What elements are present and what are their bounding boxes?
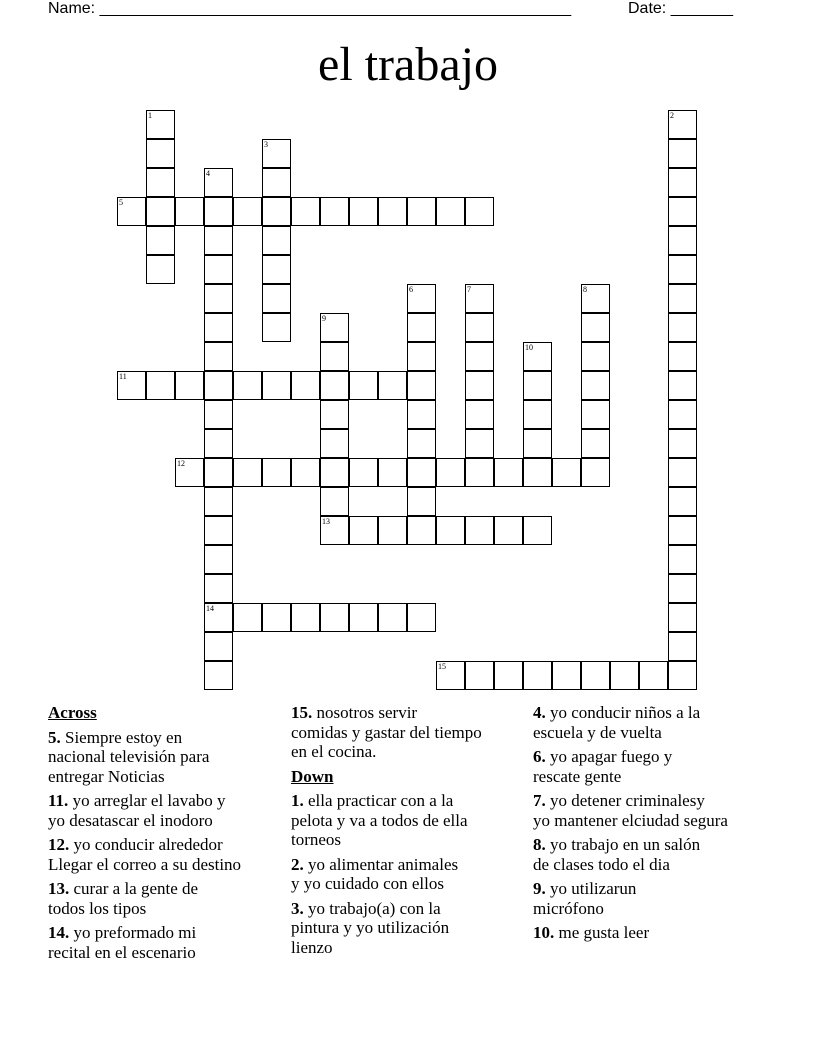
across-clue-list-continued <box>291 703 482 762</box>
grid-cell[interactable] <box>581 400 610 429</box>
clue-item <box>533 879 728 918</box>
grid-cell[interactable] <box>523 429 552 458</box>
clue-line: 2. yo alimentar animales <box>291 854 459 874</box>
grid-cell[interactable] <box>668 603 697 632</box>
clue-number: 7 <box>467 285 471 294</box>
grid-cell[interactable] <box>407 400 436 429</box>
grid-cell[interactable] <box>233 458 262 487</box>
grid-cell[interactable] <box>523 342 552 371</box>
clue-item <box>291 791 482 850</box>
grid-cell[interactable] <box>204 632 233 661</box>
grid-cell[interactable] <box>523 516 552 545</box>
grid-cell[interactable] <box>204 255 233 284</box>
clue-number: 7. <box>533 791 546 810</box>
clue-line: nacional televisión para <box>48 747 210 766</box>
clue-number: 12. <box>48 835 70 854</box>
page-title: el trabajo <box>318 38 498 91</box>
grid-cell[interactable] <box>668 487 697 516</box>
grid-cell[interactable] <box>204 574 233 603</box>
clue-line: micrófono <box>533 898 604 918</box>
grid-cell[interactable] <box>262 313 291 342</box>
grid-cell[interactable] <box>668 255 697 284</box>
grid-cell[interactable] <box>262 255 291 284</box>
grid-cell[interactable] <box>407 284 436 313</box>
grid-cell[interactable] <box>494 661 523 690</box>
across-clue-list <box>48 728 241 963</box>
name-field[interactable]: Name: _____________________________________________________ <box>48 0 572 17</box>
clue-number: 11. <box>48 791 69 810</box>
clue-number: 12 <box>177 459 185 468</box>
grid-cell[interactable] <box>465 342 494 371</box>
clue-line: 4. yo conducir niños a la <box>533 703 701 722</box>
clue-number: 15. <box>291 703 313 722</box>
grid-cell[interactable] <box>407 371 436 400</box>
grid-cell[interactable] <box>146 255 175 284</box>
grid-cell[interactable] <box>349 458 378 487</box>
clue-item <box>48 923 241 962</box>
grid-cell[interactable] <box>204 168 233 197</box>
grid-cell[interactable] <box>523 661 552 690</box>
grid-cell[interactable] <box>668 139 697 168</box>
grid-cell[interactable] <box>204 661 233 690</box>
grid-cell[interactable] <box>581 342 610 371</box>
grid-cell[interactable] <box>233 197 262 226</box>
clue-item <box>291 899 482 958</box>
clue-number: 11 <box>119 372 127 381</box>
grid-cell[interactable] <box>146 168 175 197</box>
clue-number: 13 <box>322 517 330 526</box>
clue-number: 4. <box>533 703 546 722</box>
grid-cell[interactable] <box>233 371 262 400</box>
clue-line: comidas y gastar del tiempo <box>291 722 482 742</box>
grid-cell[interactable] <box>204 284 233 313</box>
grid-cell[interactable] <box>407 516 436 545</box>
grid-cell[interactable] <box>465 400 494 429</box>
grid-cell[interactable] <box>465 458 494 487</box>
grid-cell[interactable] <box>320 371 349 400</box>
clue-number: 6. <box>533 747 546 766</box>
clue-number: 8 <box>583 285 587 294</box>
grid-cell[interactable] <box>204 197 233 226</box>
grid-cell[interactable] <box>320 313 349 342</box>
grid-cell[interactable] <box>581 429 610 458</box>
grid-cell[interactable] <box>668 574 697 603</box>
grid-cell[interactable] <box>668 371 697 400</box>
clue-number: 14 <box>206 604 214 613</box>
grid-cell[interactable] <box>262 168 291 197</box>
grid-cell[interactable] <box>668 226 697 255</box>
grid-cell[interactable] <box>581 284 610 313</box>
grid-cell[interactable] <box>465 371 494 400</box>
clue-line: 8. yo trabajo en un salón <box>533 835 701 854</box>
grid-cell[interactable] <box>407 342 436 371</box>
grid-cell[interactable] <box>465 661 494 690</box>
clue-number: 10 <box>525 343 533 352</box>
grid-cell[interactable] <box>378 197 407 226</box>
clue-number: 2. <box>291 854 304 874</box>
grid-cell[interactable] <box>581 371 610 400</box>
clues-column-3 <box>533 703 728 948</box>
clue-item <box>533 747 728 786</box>
grid-cell[interactable] <box>204 400 233 429</box>
clue-item <box>48 791 241 830</box>
grid-cell[interactable] <box>204 371 233 400</box>
clue-number: 13. <box>48 879 70 898</box>
grid-cell[interactable] <box>204 429 233 458</box>
grid-cell[interactable] <box>523 400 552 429</box>
grid-cell[interactable] <box>668 197 697 226</box>
clue-number: 1 <box>148 111 152 120</box>
grid-cell[interactable] <box>262 603 291 632</box>
grid-cell[interactable] <box>320 429 349 458</box>
date-field[interactable]: Date: _______ <box>628 0 733 17</box>
clue-number: 8. <box>533 835 546 854</box>
grid-cell[interactable] <box>436 661 465 690</box>
clue-line: 3. yo trabajo(a) con la <box>291 898 441 918</box>
clue-line: pelota y va a todos de ella <box>291 810 468 830</box>
grid-cell[interactable] <box>291 603 320 632</box>
grid-cell[interactable] <box>262 197 291 226</box>
grid-cell[interactable] <box>146 139 175 168</box>
grid-cell[interactable] <box>436 458 465 487</box>
clue-number: 6 <box>409 285 413 294</box>
grid-cell[interactable] <box>465 284 494 313</box>
clue-line: 12. yo conducir alrededor <box>48 835 223 854</box>
grid-cell[interactable] <box>552 661 581 690</box>
clue-item <box>48 728 241 787</box>
grid-cell[interactable] <box>668 458 697 487</box>
clues-column-2 <box>291 703 482 962</box>
clue-line: 10. me gusta leer <box>533 923 650 942</box>
grid-cell[interactable] <box>668 284 697 313</box>
grid-cell[interactable] <box>668 313 697 342</box>
clue-number: 3. <box>291 898 304 918</box>
clue-line: Llegar el correo a su destino <box>48 854 242 874</box>
clue-line: 5. Siempre estoy en <box>48 727 183 747</box>
grid-cell[interactable] <box>378 603 407 632</box>
grid-cell[interactable] <box>407 313 436 342</box>
grid-cell[interactable] <box>349 197 378 226</box>
down-clue-list-continued <box>533 703 728 943</box>
grid-cell[interactable] <box>175 371 204 400</box>
grid-cell[interactable] <box>349 516 378 545</box>
grid-cell[interactable] <box>378 458 407 487</box>
clue-number: 3 <box>264 140 268 149</box>
clue-item <box>533 835 728 874</box>
grid-cell[interactable] <box>378 371 407 400</box>
grid-cell[interactable] <box>320 458 349 487</box>
clue-line: pintura y yo utilización <box>291 918 450 937</box>
clue-line: yo mantener elciudad segura <box>533 810 728 830</box>
clue-line: rescate gente <box>533 766 622 786</box>
grid-cell[interactable] <box>668 342 697 371</box>
grid-cell[interactable] <box>233 603 262 632</box>
grid-cell[interactable] <box>320 400 349 429</box>
grid-cell[interactable] <box>436 516 465 545</box>
clue-line: de clases todo el dia <box>533 854 670 874</box>
grid-cell[interactable] <box>668 661 697 690</box>
clue-line: 13. curar a la gente de <box>48 879 199 898</box>
grid-cell[interactable] <box>552 458 581 487</box>
grid-cell[interactable] <box>668 516 697 545</box>
grid-cell[interactable] <box>494 458 523 487</box>
grid-cell[interactable] <box>262 284 291 313</box>
clue-number: 4 <box>206 169 210 178</box>
clue-line: 9. yo utilizarun <box>533 879 637 898</box>
clue-number: 9. <box>533 879 546 898</box>
grid-cell[interactable] <box>146 197 175 226</box>
grid-cell[interactable] <box>523 371 552 400</box>
clue-item <box>291 703 482 762</box>
grid-cell[interactable] <box>581 661 610 690</box>
clue-number: 5 <box>119 198 123 207</box>
grid-cell[interactable] <box>262 139 291 168</box>
across-heading: Across <box>48 703 97 722</box>
grid-cell[interactable] <box>668 545 697 574</box>
clue-line: en el cocina. <box>291 742 377 761</box>
grid-cell[interactable] <box>668 110 697 139</box>
clue-line: 7. yo detener criminalesy <box>533 791 705 810</box>
clue-line: escuela y de vuelta <box>533 722 662 742</box>
grid-cell[interactable] <box>581 313 610 342</box>
clue-line: 14. yo preformado mi <box>48 923 197 942</box>
grid-cell[interactable] <box>407 458 436 487</box>
clue-line: 15. nosotros servir <box>291 703 418 722</box>
grid-cell[interactable] <box>146 371 175 400</box>
grid-cell[interactable] <box>436 197 465 226</box>
clue-line: yo desatascar el inodoro <box>48 810 213 830</box>
clue-line: y yo cuidado con ellos <box>291 874 444 893</box>
grid-cell[interactable] <box>291 197 320 226</box>
grid-cell[interactable] <box>465 516 494 545</box>
clue-number: 14. <box>48 923 70 942</box>
grid-cell[interactable] <box>175 197 204 226</box>
clue-number: 1. <box>291 791 304 810</box>
clue-item <box>291 855 482 894</box>
clue-line: 11. yo arreglar el lavabo y <box>48 791 226 810</box>
grid-cell[interactable] <box>320 516 349 545</box>
grid-cell[interactable] <box>204 313 233 342</box>
grid-cell[interactable] <box>262 226 291 255</box>
clue-item <box>533 703 728 742</box>
clue-line: lienzo <box>291 937 333 957</box>
grid-cell[interactable] <box>204 516 233 545</box>
down-clue-list <box>291 791 482 957</box>
clue-item <box>48 879 241 918</box>
grid-cell[interactable] <box>407 603 436 632</box>
clue-number: 2 <box>670 111 674 120</box>
grid-cell[interactable] <box>378 516 407 545</box>
grid-cell[interactable] <box>291 458 320 487</box>
grid-cell[interactable] <box>465 197 494 226</box>
grid-cell[interactable] <box>146 110 175 139</box>
grid-cell[interactable] <box>175 458 204 487</box>
grid-cell[interactable] <box>668 632 697 661</box>
clue-item <box>48 835 241 874</box>
grid-cell[interactable] <box>668 400 697 429</box>
grid-cell[interactable] <box>407 487 436 516</box>
grid-cell[interactable] <box>117 197 146 226</box>
grid-cell[interactable] <box>610 661 639 690</box>
grid-cell[interactable] <box>291 371 320 400</box>
grid-cell[interactable] <box>262 458 291 487</box>
clue-line: torneos <box>291 830 342 849</box>
clue-line: entregar Noticias <box>48 766 165 786</box>
grid-cell[interactable] <box>349 371 378 400</box>
grid-cell[interactable] <box>639 661 668 690</box>
grid-cell[interactable] <box>407 429 436 458</box>
clue-line: 6. yo apagar fuego y <box>533 747 673 766</box>
grid-cell[interactable] <box>465 313 494 342</box>
clue-number: 15 <box>438 662 446 671</box>
grid-cell[interactable] <box>204 603 233 632</box>
clue-number: 5. <box>48 727 61 747</box>
grid-cell[interactable] <box>494 516 523 545</box>
grid-cell[interactable] <box>465 429 494 458</box>
grid-cell[interactable] <box>146 226 175 255</box>
clue-number: 9 <box>322 314 326 323</box>
grid-cell[interactable] <box>523 458 552 487</box>
clue-item <box>533 923 728 943</box>
grid-cell[interactable] <box>204 458 233 487</box>
grid-cell[interactable] <box>117 371 146 400</box>
clue-line: todos los tipos <box>48 898 147 918</box>
grid-cell[interactable] <box>349 603 378 632</box>
down-heading: Down <box>291 766 334 786</box>
grid-cell[interactable] <box>262 371 291 400</box>
grid-cell[interactable] <box>668 168 697 197</box>
clue-line: recital en el escenario <box>48 942 196 962</box>
clues-column-1 <box>48 703 241 967</box>
grid-cell[interactable] <box>407 197 436 226</box>
grid-cell[interactable] <box>320 487 349 516</box>
clue-number: 10. <box>533 923 555 942</box>
clue-line: 1. ella practicar con a la <box>291 791 454 810</box>
grid-cell[interactable] <box>204 342 233 371</box>
grid-cell[interactable] <box>204 226 233 255</box>
grid-cell[interactable] <box>204 487 233 516</box>
grid-cell[interactable] <box>581 458 610 487</box>
grid-cell[interactable] <box>320 603 349 632</box>
grid-cell[interactable] <box>320 197 349 226</box>
grid-cell[interactable] <box>320 342 349 371</box>
grid-cell[interactable] <box>204 545 233 574</box>
grid-cell[interactable] <box>668 429 697 458</box>
clue-item <box>533 791 728 830</box>
